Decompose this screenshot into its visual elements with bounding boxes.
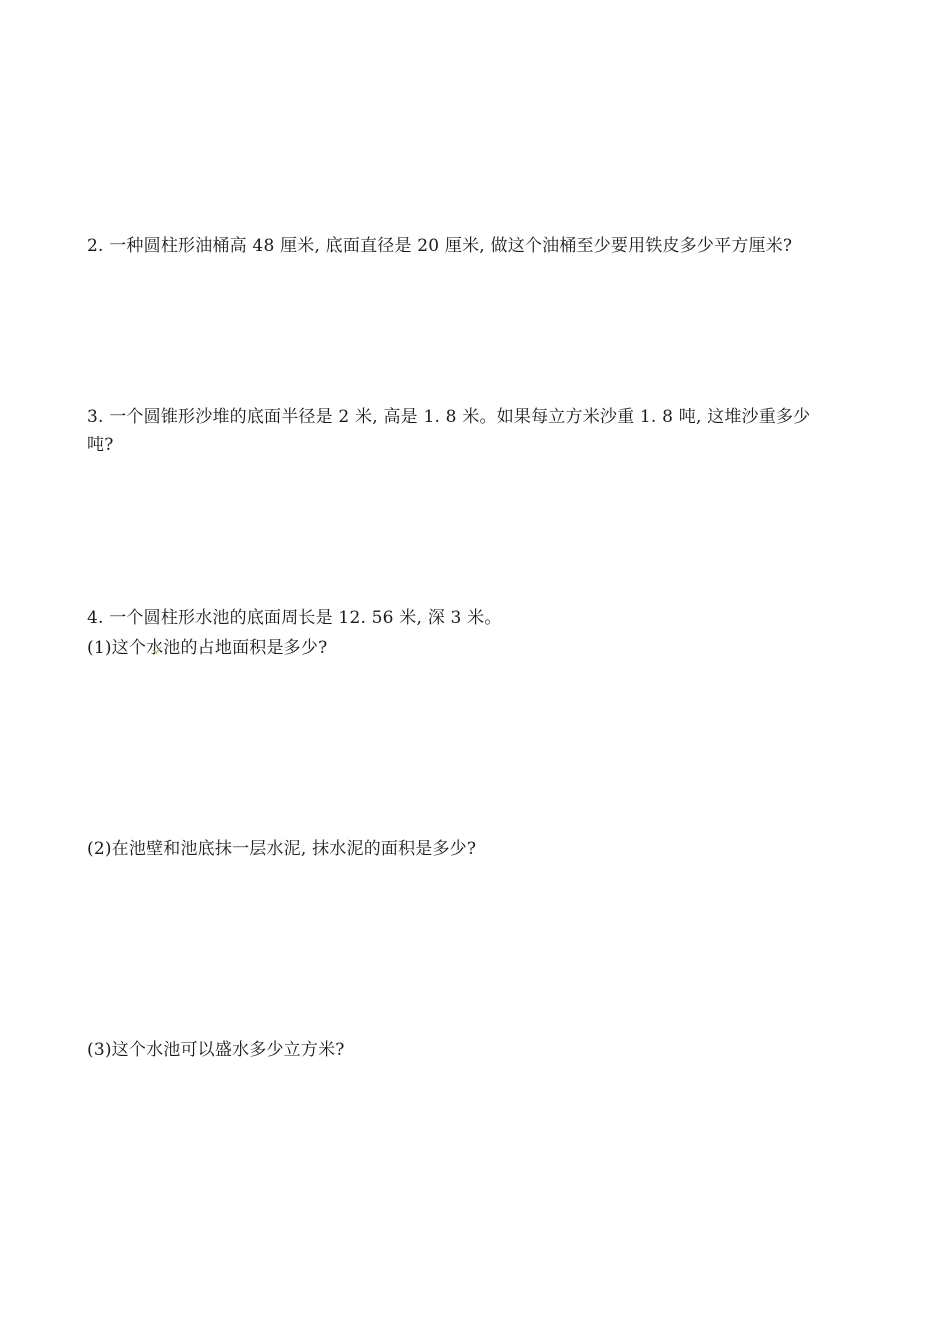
- problem-2-text: 2. 一种圆柱形油桶高 48 厘米, 底面直径是 20 厘米, 做这个油桶至少要用铁皮多少平方厘米?: [87, 236, 793, 256]
- problem-3-text-line2: 吨?: [87, 435, 114, 455]
- problem-4-sub-3: (3)这个水池可以盛水多少立方米?: [87, 1040, 345, 1060]
- problem-3-text-line1: 3. 一个圆锥形沙堆的底面半径是 2 米, 高是 1. 8 米。如果每立方米沙重 1. 8 吨, 这堆沙重多少: [87, 407, 811, 427]
- problem-4-text: 4. 一个圆柱形水池的底面周长是 12. 56 米, 深 3 米。: [87, 608, 502, 628]
- problem-4-sub-2: (2)在池壁和池底抹一层水泥, 抹水泥的面积是多少?: [87, 839, 477, 859]
- problem-4-sub-1: (1)这个水池的占地面积是多少?: [87, 638, 328, 658]
